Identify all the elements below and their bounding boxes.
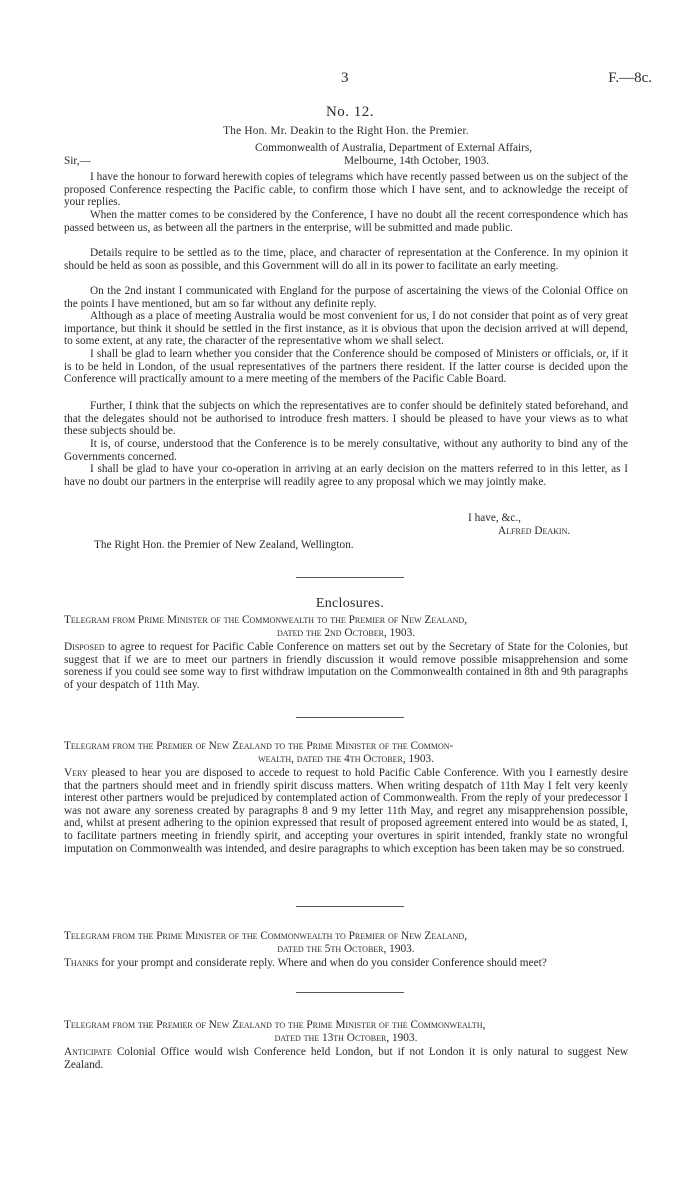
letter-paragraph: Although as a place of meeting Australia would be most convenient for us, I do not consider that point as of very great importance, but think it should be settled in the first instance, as it is obvious that upon the decision arrived at will depend, to some extent, at any rate, the character of the representative whom we shall select. bbox=[64, 310, 628, 348]
telegram-lead-word: Thanks bbox=[64, 957, 99, 969]
telegram-1-heading bbox=[64, 614, 628, 639]
telegram-text: Colonial Office would wish Conference held London, but if not London it is only natural to suggest New Zealand. bbox=[64, 1046, 628, 1071]
letter-body bbox=[64, 171, 628, 488]
telegram-heading-date: dated the 2nd October, 1903. bbox=[276, 626, 416, 639]
letter-paragraph: I shall be glad to learn whether you consider that the Conference should be composed of Ministers or officials, or, if it is to be held in London, of the usual representatives of the partners there resident. If the latter course is decided upon the Conference will practically amount to a mere meeting of the members of the Pacific Cable Board. bbox=[64, 348, 628, 386]
letter-paragraph: I shall be glad to have your co-operation in arriving at an early decision on the matters referred to in this letter, as I have no doubt our partners in the enterprise will readily agree to any proposal which we may jointly make. bbox=[64, 463, 628, 488]
letter-paragraph: Further, I think that the subjects on which the representatives are to confer should be definitely stated beforehand, and that the delegates should not be authorised to introduce fresh matters. I should be pleased to have your views as to what these subjects should be. bbox=[64, 400, 628, 438]
telegram-heading-date: dated the 5th October, 1903. bbox=[277, 942, 415, 955]
telegram-text: pleased to hear you are disposed to accede to request to hold Pacific Cable Conference. With you I earnestly desire that the partners should meet and in friendly spirit discuss matters. When writing despatch of 11th May I felt very keenly interest other partners would be prejudiced by contemplated action of Commonwealth. From the reply of your predecessor I was not aware any soreness created by paragraphs 8 and 9 my letter 11th May, and regret any misapprehension possible, and, whilst at present adhering to the opinion expressed that result of proposed agreement entered into would be as stated, I, to facilitate partners meeting in friendly spirit, and accepting your overtures in spirit intended, frankly state no wrongful imputation on Commonwealth was intended, and desire paragraphs to which exception has been taken may be so construed. bbox=[64, 767, 628, 855]
telegram-4-heading bbox=[64, 1019, 628, 1044]
telegram-lead-word: Disposed bbox=[64, 641, 105, 653]
telegram-3-heading bbox=[64, 930, 628, 955]
address-line-2: Melbourne, 14th October, 1903. bbox=[344, 154, 490, 167]
letter-signature: Alfred Deakin. bbox=[498, 525, 571, 537]
telegram-heading-line: Telegram from the Premier of New Zealand to the Prime Minister of the Common- bbox=[64, 740, 454, 752]
page-header bbox=[0, 70, 700, 90]
telegram-divider bbox=[296, 992, 404, 993]
letter-paragraph: I have the honour to forward herewith copies of telegrams which have recently passed between us on the subject of the proposed Conference respecting the Pacific cable, to confirm those which I have sent, and to acknowledge the receipt of your replies. bbox=[64, 171, 628, 209]
telegram-4-body bbox=[64, 1046, 628, 1071]
telegram-3-body bbox=[64, 957, 628, 970]
telegram-heading-date: dated the 13th October, 1903. bbox=[274, 1031, 418, 1044]
paper-reference: F.—8c. bbox=[608, 70, 652, 86]
telegram-lead-word: Anticipate bbox=[64, 1046, 112, 1058]
telegram-heading-line: Telegram from the Prime Minister of the Commonwealth to Premier of New Zealand, bbox=[64, 930, 468, 942]
letter-paragraph: When the matter comes to be considered by the Conference, I have no doubt all the recent correspondence which has passed between us, as between all the partners in the enterprise, will be submitted and made public. bbox=[64, 209, 628, 234]
telegram-text: for your prompt and considerate reply. Where and when do you consider Conference should meet? bbox=[98, 957, 547, 969]
telegram-1-body bbox=[64, 641, 628, 691]
telegram-heading-line: Telegram from Prime Minister of the Commonwealth to the Premier of New Zealand, bbox=[64, 614, 468, 626]
telegram-heading-date: wealth, dated the 4th October, 1903. bbox=[258, 752, 434, 765]
letter-closing: I have, &c., bbox=[468, 512, 522, 524]
telegram-heading-line: Telegram from the Premier of New Zealand to the Prime Minister of the Commonwealth, bbox=[64, 1019, 486, 1031]
page-number: 3 bbox=[341, 70, 349, 86]
section-divider bbox=[296, 577, 404, 578]
telegram-divider bbox=[296, 717, 404, 718]
address-line-1: Commonwealth of Australia, Department of External Affairs, bbox=[255, 142, 533, 154]
telegram-2-heading bbox=[64, 740, 628, 765]
telegram-text: to agree to request for Pacific Cable Conference on matters set out by the Secretary of State for the Colonies, but suggest that if we are to meet our partners in friendly discussion it would remove possible misapprehension and some soreness if you could see some way to first withdraw imputation on the Commonwealth contained in 8th and 9th paragraphs of your despatch of 11th May. bbox=[64, 641, 628, 691]
letter-paragraph: It is, of course, understood that the Conference is to be merely consultative, without any authority to bind any of the Governments concerned. bbox=[64, 438, 628, 463]
salutation: Sir,— bbox=[64, 155, 91, 167]
enclosures-heading: Enclosures. bbox=[315, 596, 385, 611]
letter-number: No. 12. bbox=[325, 104, 375, 120]
telegram-divider bbox=[296, 906, 404, 907]
telegram-lead-word: Very bbox=[64, 767, 88, 779]
letter-paragraph: Details require to be settled as to the time, place, and character of representation at the Conference. In my opinion it should be held as soon as possible, and this Government will do all in its power to facilitate an early meeting. bbox=[64, 247, 628, 272]
telegram-2-body bbox=[64, 767, 628, 855]
letter-addressee: The Right Hon. the Premier of New Zealand, Wellington. bbox=[94, 539, 354, 551]
letter-paragraph: On the 2nd instant I communicated with England for the purpose of ascertaining the views of the Colonial Office on the points I have mentioned, but am so far without any definite reply. bbox=[64, 285, 628, 310]
letter-title: The Hon. Mr. Deakin to the Right Hon. the Premier. bbox=[223, 125, 469, 137]
